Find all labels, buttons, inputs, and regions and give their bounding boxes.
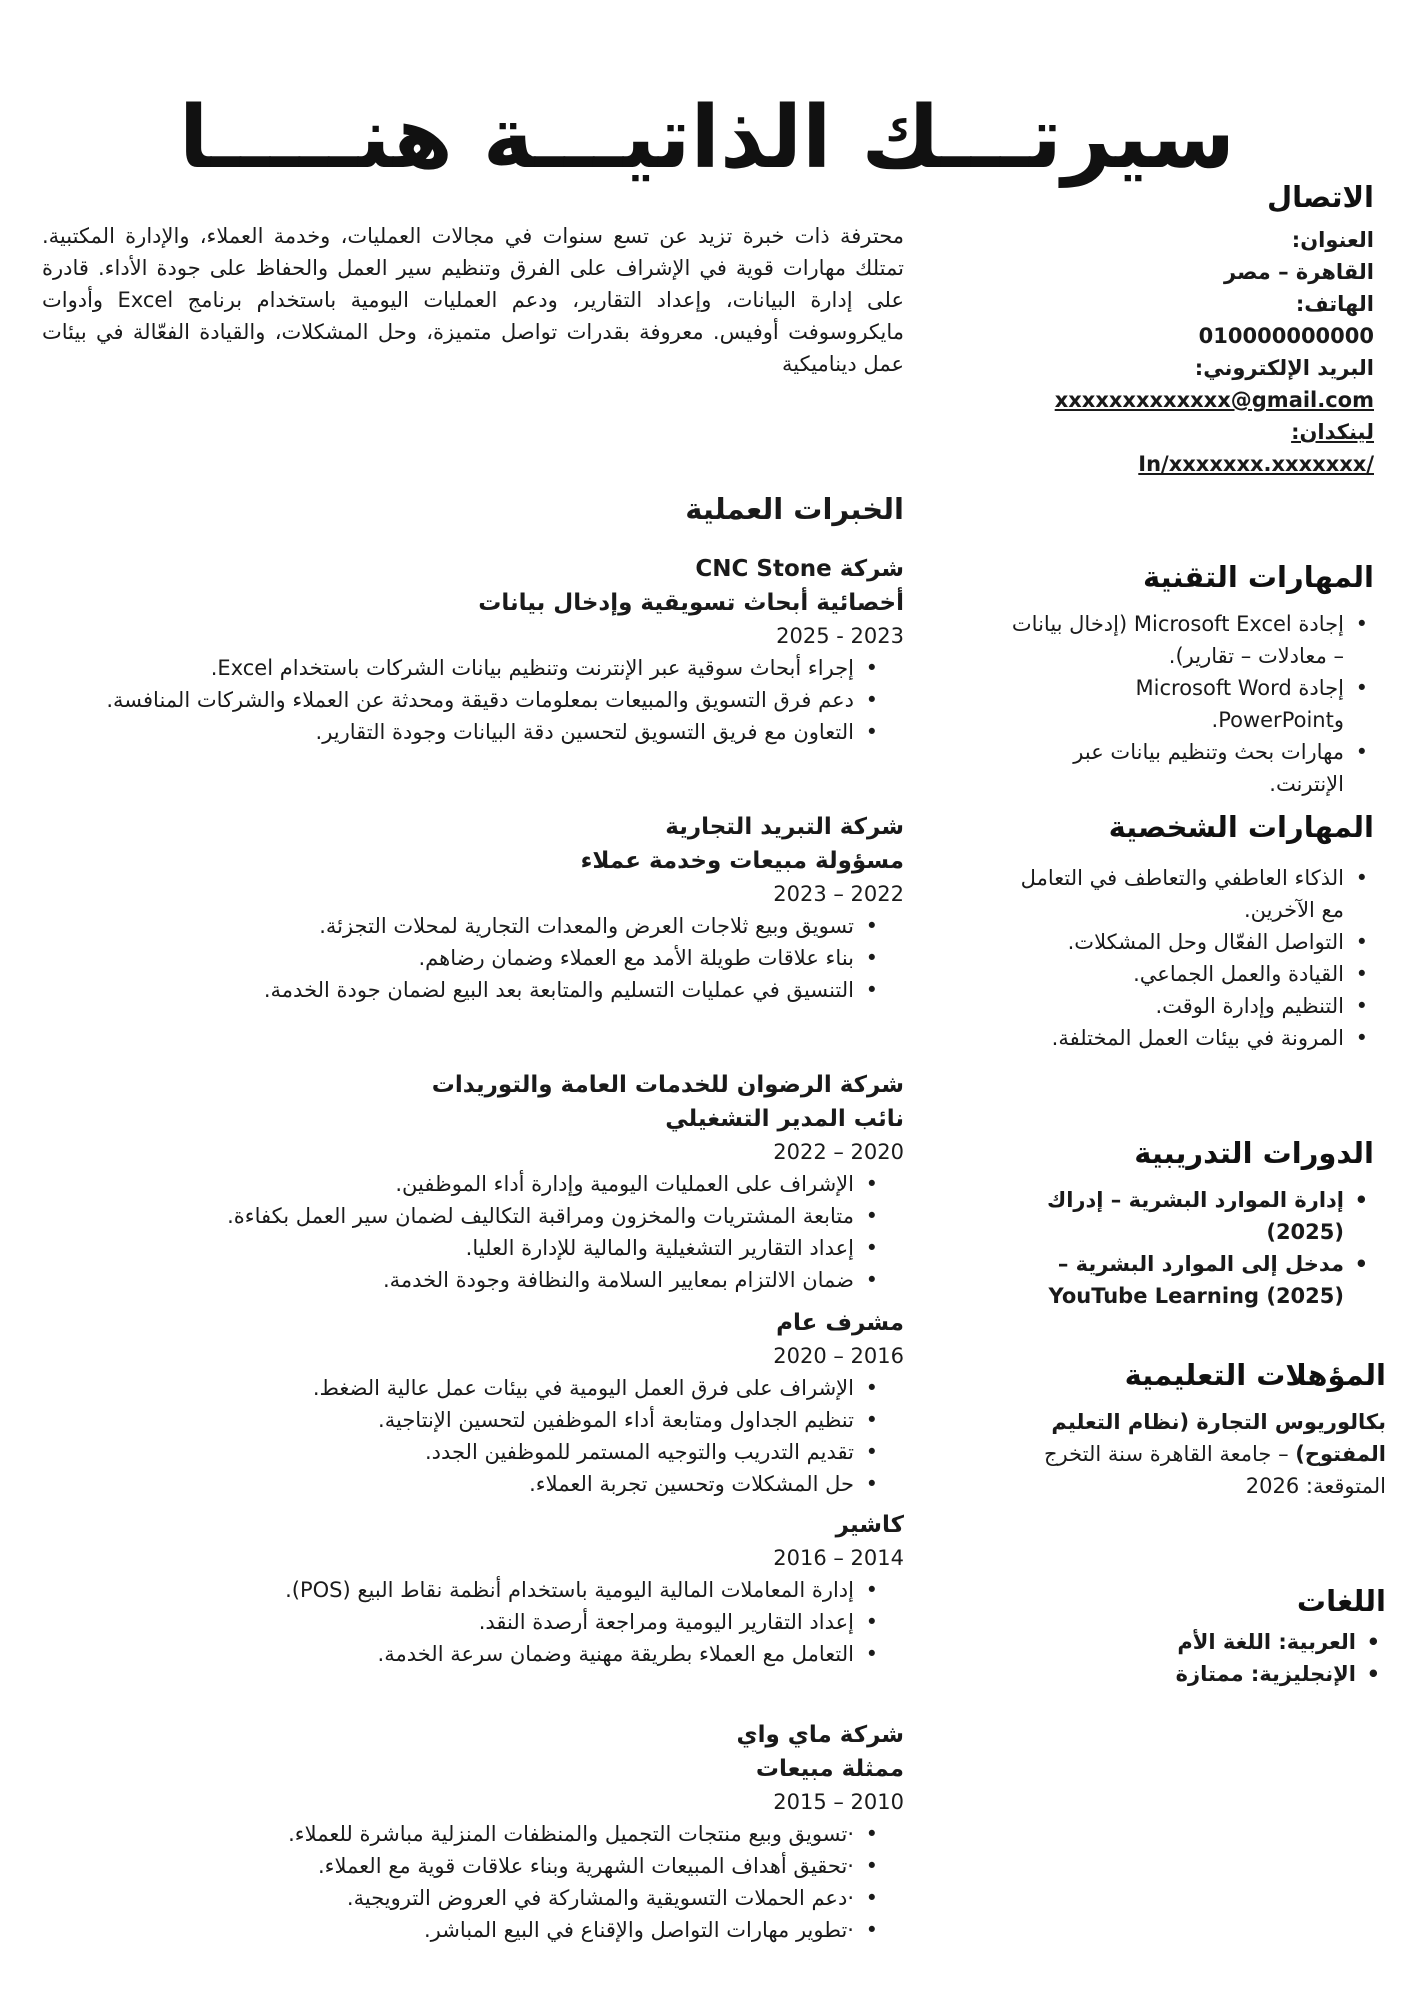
job-duties <box>42 652 904 748</box>
list-item: • إدارة الموارد البشرية – إدراك (2025) <box>984 1184 1344 1248</box>
list-item: • ضمان الالتزام بمعايير السلامة والنظافة وجودة الخدمة. <box>42 1264 854 1296</box>
job-duties <box>42 910 904 1006</box>
job-role: مشرف عام <box>776 1310 904 1336</box>
education-text <box>996 1406 1386 1502</box>
courses-section <box>964 1136 1374 1312</box>
list-item: • إدارة المعاملات المالية اليومية باستخدام أنظمة نقاط البيع (POS). <box>42 1574 854 1606</box>
list-item: • إجادة Microsoft Excel (إدخال بيانات – معادلات – تقارير). <box>1004 608 1344 672</box>
job-dates: 2020 – 2022 <box>773 1140 904 1164</box>
profile-summary: محترفة ذات خبرة تزيد عن تسع سنوات في مجالات العمليات، وخدمة العملاء، والإدارة المكتبية. تمتلك مهارات قوية في الإشراف على الفرق وتنظيم سير العمل والحفاظ على جودة الأداء. قادرة على إدارة البيانات، وإعداد التقارير، ودعم العمليات اليومية باستخدام برنامج Excel وأدوات مايكروسوفت أوفيس. معروفة بقدرات تواصل متميزة، وحل المشكلات، والقيادة الفعّالة في بيئات عمل ديناميكية <box>42 224 905 376</box>
experience-heading: الخبرات العملية <box>685 492 904 526</box>
email-link[interactable]: xxxxxxxxxxxxx@gmail.com <box>1054 388 1374 412</box>
list-item: • ·تسويق وبيع منتجات التجميل والمنظفات المنزلية مباشرة للعملاء. <box>42 1818 854 1850</box>
job-dates: 2023 - 2025 <box>776 624 904 648</box>
list-item: • الإشراف على فرق العمل اليومية في بيئات عمل عالية الضغط. <box>42 1372 854 1404</box>
contact-heading: الاتصال <box>1266 180 1374 214</box>
list-item: • التعاون مع فريق التسويق لتحسين دقة البيانات وجودة التقارير. <box>42 716 854 748</box>
list-item: • إعداد التقارير التشغيلية والمالية للإدارة العليا. <box>42 1232 854 1264</box>
tech-skills-list <box>1004 608 1374 800</box>
job-duties <box>42 1168 904 1296</box>
list-item: • تقديم التدريب والتوجيه المستمر للموظفين الجدد. <box>42 1436 854 1468</box>
list-item: • التواصل الفعّال وحل المشكلات. <box>1004 926 1344 958</box>
phone-label: الهاتف: <box>1295 292 1374 316</box>
list-item: • الذكاء العاطفي والتعاطف في التعامل مع الآخرين. <box>1004 862 1344 926</box>
courses-heading: الدورات التدريبية <box>1134 1136 1374 1170</box>
address-label: العنوان: <box>1291 228 1374 252</box>
languages-heading: اللغات <box>1296 1584 1386 1618</box>
job-duties <box>42 1818 904 1946</box>
list-item: • التعامل مع العملاء بطريقة مهنية وضمان سرعة الخدمة. <box>42 1638 854 1670</box>
email-label: البريد الإلكتروني: <box>1194 356 1374 380</box>
job-role: مسؤولة مبيعات وخدمة عملاء <box>580 848 904 874</box>
job-role: نائب المدير التشغيلي <box>665 1106 904 1132</box>
degree-name: بكالوريوس التجارة (نظام التعليم المفتوح) <box>1051 1410 1386 1466</box>
list-item: • العربية: اللغة الأم <box>976 1626 1356 1658</box>
list-item: • بناء علاقات طويلة الأمد مع العملاء وضمان رضاهم. <box>42 942 854 974</box>
resume-title: سيرتـــك الذاتيـــة هنـــــا <box>178 88 1236 188</box>
languages-section <box>976 1584 1386 1690</box>
languages-list <box>976 1626 1386 1690</box>
list-item: • الإنجليزية: ممتازة <box>976 1658 1356 1690</box>
job-cnc-stone <box>42 552 904 748</box>
list-item: • ·تطوير مهارات التواصل والإقناع في البيع المباشر. <box>42 1914 854 1946</box>
job-role: كاشير <box>835 1512 904 1538</box>
courses-list <box>984 1184 1374 1312</box>
soft-skills-heading: المهارات الشخصية <box>1108 810 1374 844</box>
tech-skills-heading: المهارات التقنية <box>1143 560 1374 594</box>
list-item: • القيادة والعمل الجماعي. <box>1004 958 1344 990</box>
list-item: • مهارات بحث وتنظيم بيانات عبر الإنترنت. <box>1004 736 1344 800</box>
list-item: • إجادة Microsoft Word وPowerPoint. <box>1004 672 1344 736</box>
list-item: • متابعة المشتريات والمخزون ومراقبة التكاليف لضمان سير العمل بكفاءة. <box>42 1200 854 1232</box>
tech-skills-section <box>964 560 1374 800</box>
list-item: • تسويق وبيع ثلاجات العرض والمعدات التجارية لمحلات التجزئة. <box>42 910 854 942</box>
list-item: • تنظيم الجداول ومتابعة أداء الموظفين لتحسين الإنتاجية. <box>42 1404 854 1436</box>
job-my-way <box>42 1718 904 1946</box>
job-alradwan <box>42 1068 904 1296</box>
job-role: أخصائية أبحاث تسويقية وإدخال بيانات <box>478 590 904 616</box>
list-item: • التنسيق في عمليات التسليم والمتابعة بعد البيع لضمان جودة الخدمة. <box>42 974 854 1006</box>
list-item: • حل المشكلات وتحسين تجربة العملاء. <box>42 1468 854 1500</box>
job-dates: 2022 – 2023 <box>773 882 904 906</box>
job-cashier <box>42 1508 904 1670</box>
job-dates: 2010 – 2015 <box>773 1790 904 1814</box>
education-heading: المؤهلات التعليمية <box>1124 1358 1386 1392</box>
job-dates: 2014 – 2016 <box>773 1546 904 1570</box>
job-role: ممثلة مبيعات <box>755 1756 904 1782</box>
list-item: • الإشراف على العمليات اليومية وإدارة أداء الموظفين. <box>42 1168 854 1200</box>
address-value: القاهرة – مصر <box>1224 260 1374 284</box>
company-name: شركة ماي واي <box>736 1722 904 1748</box>
linkedin-label: لينكدان: <box>1291 420 1374 444</box>
list-item: • ·دعم الحملات التسويقية والمشاركة في العروض الترويجية. <box>42 1882 854 1914</box>
list-item: • إجراء أبحاث سوقية عبر الإنترنت وتنظيم بيانات الشركات باستخدام Excel. <box>42 652 854 684</box>
company-name: شركة الرضوان للخدمات العامة والتوريدات <box>431 1072 904 1098</box>
list-item: • إعداد التقارير اليومية ومراجعة أرصدة النقد. <box>42 1606 854 1638</box>
list-item: • المرونة في بيئات العمل المختلفة. <box>1004 1022 1344 1054</box>
soft-skills-list <box>1004 862 1374 1054</box>
list-item: • مدخل إلى الموارد البشرية – YouTube Learning (2025) <box>984 1248 1344 1312</box>
job-duties <box>42 1372 904 1500</box>
job-dates: 2016 – 2020 <box>773 1344 904 1368</box>
company-name: شركة CNC Stone <box>695 556 904 582</box>
list-item: • دعم فرق التسويق والمبيعات بمعلومات دقيقة ومحدثة عن العملاء والشركات المنافسة. <box>42 684 854 716</box>
job-general-supervisor <box>42 1306 904 1500</box>
education-section <box>976 1358 1386 1502</box>
list-item: • ·تحقيق أهداف المبيعات الشهرية وبناء علاقات قوية مع العملاء. <box>42 1850 854 1882</box>
soft-skills-section <box>964 810 1374 1054</box>
phone-value: 010000000000 <box>1198 324 1374 348</box>
job-duties <box>42 1574 904 1670</box>
list-item: • التنظيم وإدارة الوقت. <box>1004 990 1344 1022</box>
linkedin-link[interactable]: In/xxxxxxx.xxxxxxx/ <box>1138 452 1374 476</box>
job-cooling-company <box>42 810 904 1006</box>
company-name: شركة التبريد التجارية <box>665 814 904 840</box>
contact-section <box>964 180 1374 480</box>
education-details: – جامعة القاهرة سنة التخرج المتوقعة: 2026 <box>1043 1442 1386 1498</box>
